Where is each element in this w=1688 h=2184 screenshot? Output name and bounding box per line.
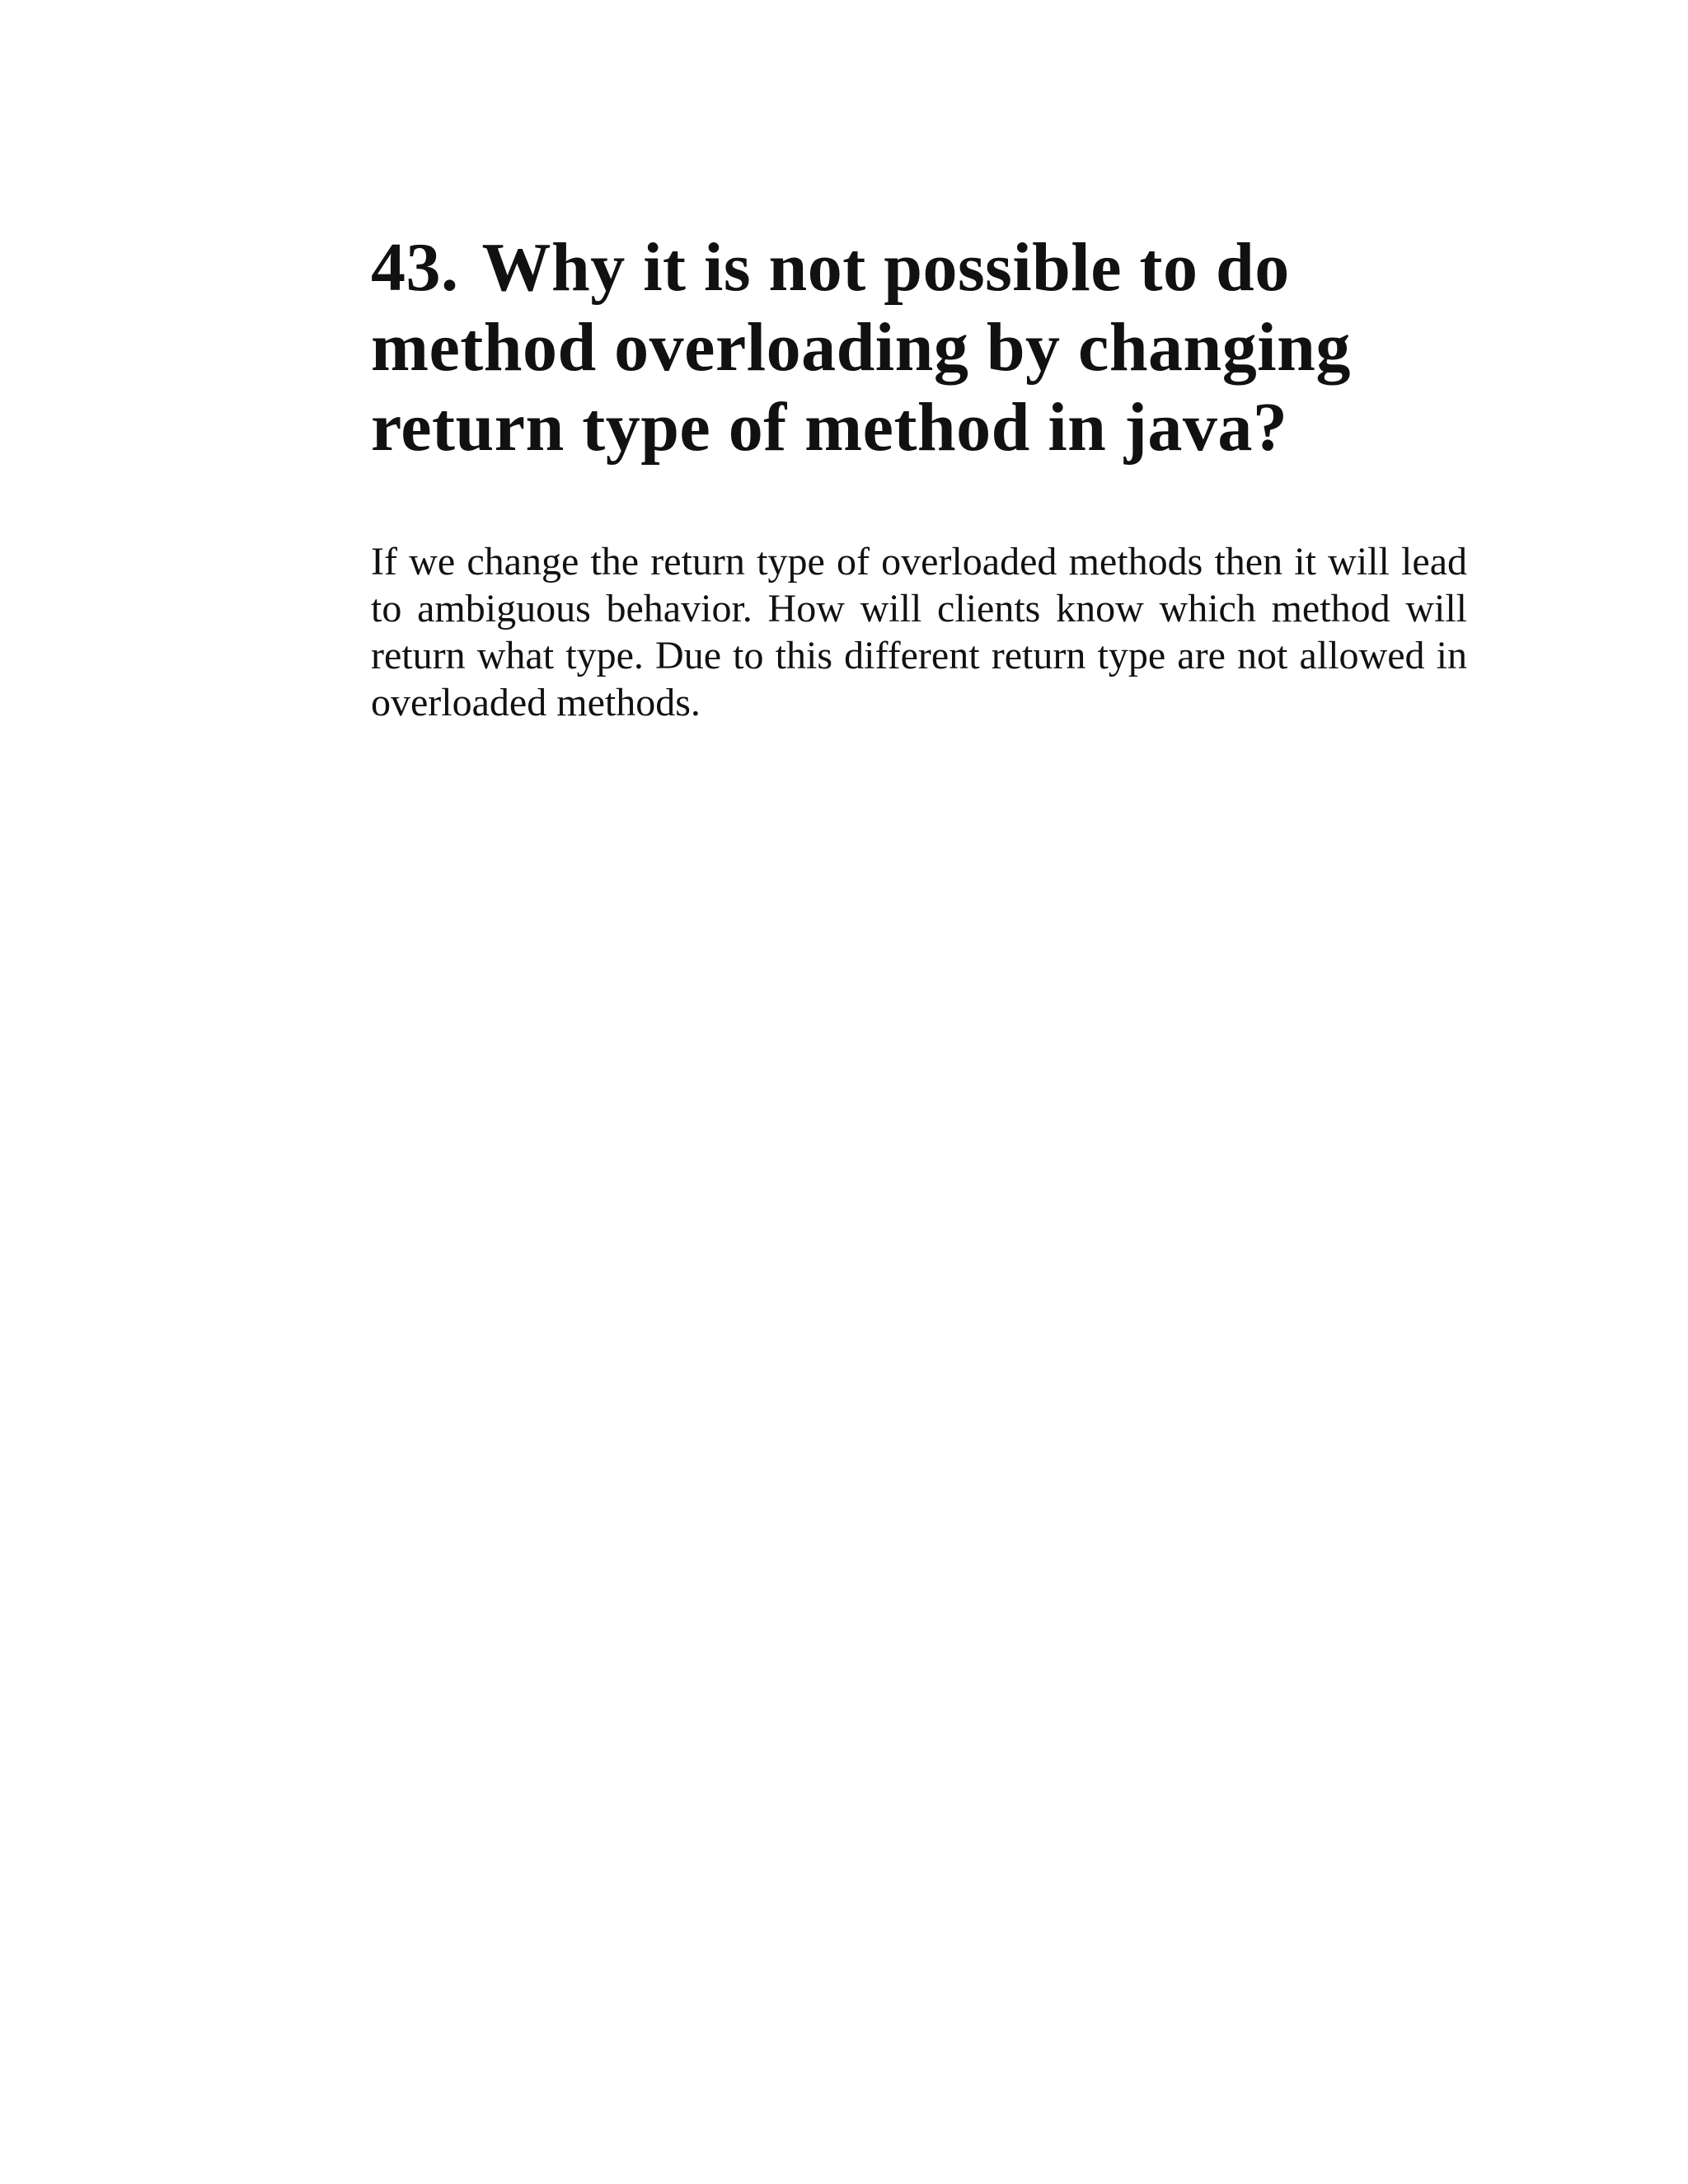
question-heading [371,227,1467,467]
answer-line-2: to ambiguous behavior. How will clients know which method will [371,587,1467,630]
question-heading-line-1 [371,227,1467,307]
question-title-line-3: return type of method in java? [371,389,1288,466]
question-title-line-1: Why it is not possible to do [481,229,1290,306]
question-title-line-2: method overloading by changing [371,309,1351,386]
answer-line-3: return what type. Due to this different return type are not allowed in [371,634,1467,677]
page-content [371,227,1467,726]
answer-line-1: If we change the return type of overloaded methods then it will lead [371,540,1467,583]
question-number: 43. [371,229,459,306]
answer-line-4: overloaded methods. [371,681,701,724]
answer-paragraph [371,538,1467,726]
